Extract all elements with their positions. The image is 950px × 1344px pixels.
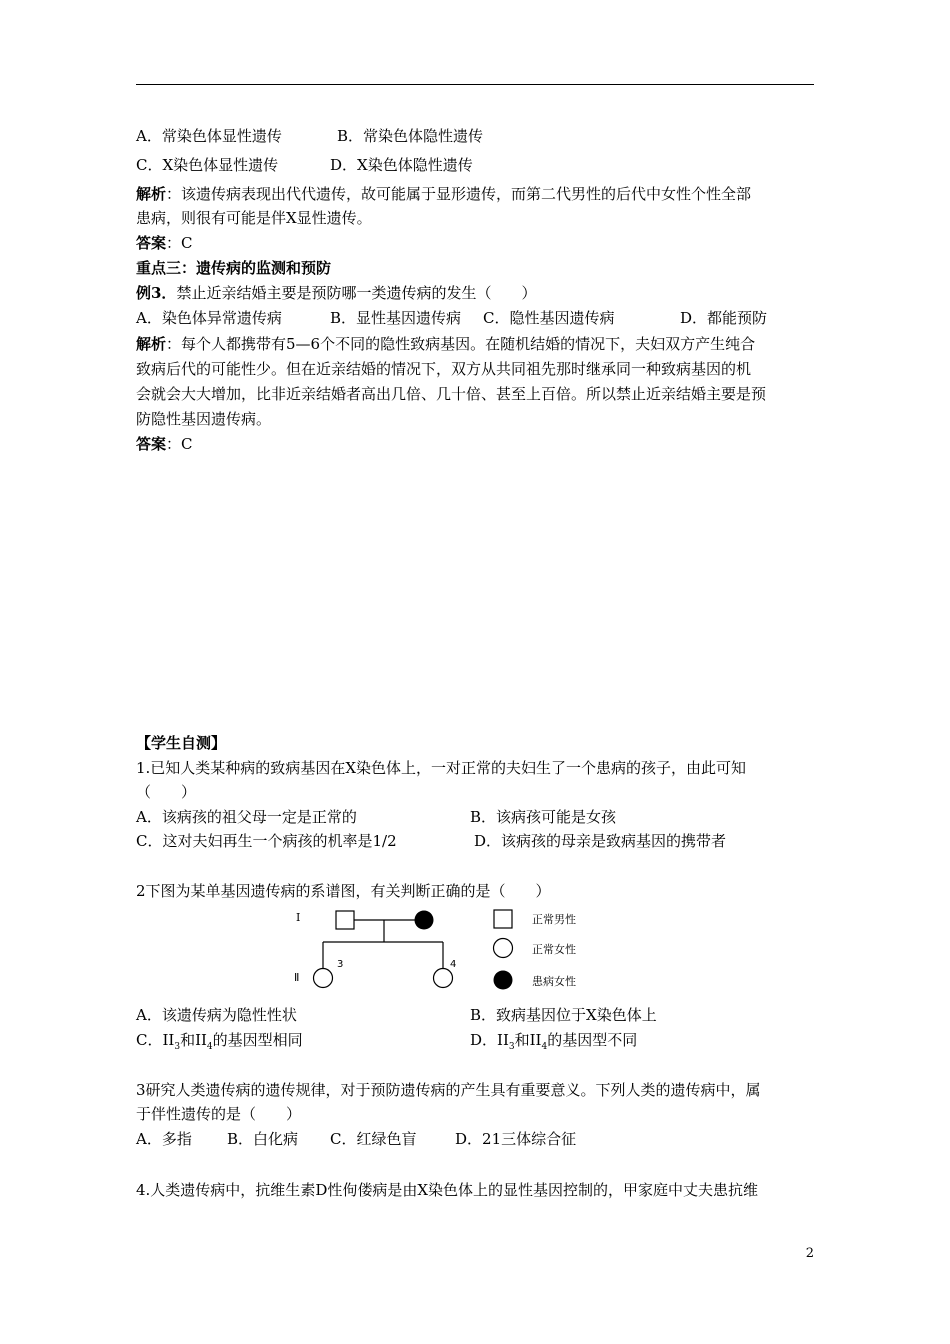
selftest-title: 【学生自测】 xyxy=(136,734,227,752)
ex3-analysis-line-1 xyxy=(136,333,755,355)
q2-option-d-sub: 4 xyxy=(541,1042,548,1052)
q2-option-c-text: C．II xyxy=(136,1031,175,1049)
header-rule xyxy=(136,84,814,85)
q3-stem-line-1: 3研究人类遗传病的遗传规律，对于预防遗传病的产生具有重要意义。下列人类的遗传病中，属 xyxy=(136,1081,761,1099)
gen1-affected-female xyxy=(415,911,434,930)
legend-female-icon xyxy=(494,939,513,958)
q2-option-d-text: 和II xyxy=(514,1031,542,1049)
section-title: 重点三：遗传病的监测和预防 xyxy=(136,259,332,277)
q3-option-d: D．21三体综合征 xyxy=(455,1130,577,1148)
gen2-female-4 xyxy=(434,969,453,988)
legend-male-icon xyxy=(494,910,512,928)
prev-option-b: B．常染色体隐性遗传 xyxy=(337,127,484,145)
example-3 xyxy=(136,282,536,304)
legend-affected-female: 患病女性 xyxy=(532,975,576,988)
q3-option-a: A．多指 xyxy=(136,1130,192,1148)
q2-option-c-text: 的基因型相同 xyxy=(212,1031,303,1049)
gen1-normal-male xyxy=(336,911,354,929)
prev-option-c: C．X染色体显性遗传 xyxy=(136,156,279,174)
q2-option-d-text: D．II xyxy=(470,1031,509,1049)
gen1-label: I xyxy=(296,911,301,924)
q1-option-d: D．该病孩的母亲是致病基因的携带者 xyxy=(474,832,727,850)
q2-option-c-text: 和II xyxy=(180,1031,207,1049)
answer-value: ：C xyxy=(166,234,193,252)
page-number: 2 xyxy=(805,1246,814,1261)
prev-option-a: A．常染色体显性遗传 xyxy=(136,127,282,145)
ex3-option-c: C．隐性基因遗传病 xyxy=(483,309,615,327)
q4-stem-line-1: 4.人类遗传病中，抗维生素D性佝偻病是由X染色体上的显性基因控制的，甲家庭中丈夫患抗维 xyxy=(136,1181,759,1199)
prev-option-d: D．X染色体隐性遗传 xyxy=(330,156,473,174)
ex3-option-b: B．显性基因遗传病 xyxy=(330,309,462,327)
gen2-female-3 xyxy=(314,969,333,988)
q2-option-a: A．该遗传病为隐性性状 xyxy=(136,1006,297,1024)
ex3-option-d: D．都能预防 xyxy=(680,309,768,327)
ex3-option-a: A．染色体异常遗传病 xyxy=(136,309,282,327)
q1-option-a: A．该病孩的祖父母一定是正常的 xyxy=(136,808,357,826)
analysis-label: 解析 xyxy=(136,185,167,203)
analysis-label: 解析 xyxy=(136,335,167,353)
q3-stem-line-2: 于伴性遗传的是（ ） xyxy=(136,1105,302,1123)
prev-answer xyxy=(136,232,193,254)
gen2-label: Ⅱ xyxy=(294,971,300,984)
legend-affected-icon xyxy=(494,971,513,990)
ex3-analysis-line-4: 防隐性基因遗传病。 xyxy=(136,410,272,428)
q2-option-c-sub: 3 xyxy=(174,1042,181,1052)
q2-option-c-sub: 4 xyxy=(206,1042,213,1052)
q3-option-b: B．白化病 xyxy=(227,1130,299,1148)
analysis-text: ：每个人都携带有5—6个不同的隐性致病基因。在随机结婚的情况下，夫妇双方产生纯合 xyxy=(166,335,756,353)
ex3-answer xyxy=(136,433,193,455)
q1-stem-line-2: （ ） xyxy=(136,783,197,801)
q1-option-c: C．这对夫妇再生一个病孩的机率是1/2 xyxy=(136,832,397,850)
individual-4-label: 4 xyxy=(450,959,457,970)
analysis-text: ：该遗传病表现出代代遗传，故可能属于显形遗传，而第二代男性的后代中女性个性全部 xyxy=(166,185,752,203)
q2-option-d xyxy=(470,1029,637,1058)
ex3-analysis-line-3: 会就会大大增加，比非近亲结婚者高出几倍、几十倍、甚至上百倍。所以禁止近亲结婚主要是预 xyxy=(136,385,767,403)
example-text: 禁止近亲结婚主要是预防哪一类遗传病的发生（ ） xyxy=(176,284,537,302)
q2-option-c xyxy=(136,1029,303,1058)
legend-normal-female: 正常女性 xyxy=(532,943,576,956)
legend-normal-male: 正常男性 xyxy=(532,913,576,926)
pedigree-chart xyxy=(280,900,600,1004)
q2-option-b: B．致病基因位于X染色体上 xyxy=(470,1006,657,1024)
q1-option-b: B．该病孩可能是女孩 xyxy=(470,808,617,826)
answer-label: 答案 xyxy=(136,435,167,453)
answer-value: ：C xyxy=(166,435,193,453)
q2-stem: 2下图为某单基因遗传病的系谱图，有关判断正确的是（ ） xyxy=(136,882,551,900)
q2-option-d-sub: 3 xyxy=(508,1042,515,1052)
q1-stem-line-1: 1.已知人类某种病的致病基因在X染色体上，一对正常的夫妇生了一个患病的孩子，由此可知 xyxy=(136,759,746,777)
q2-option-d-text: 的基因型不同 xyxy=(547,1031,638,1049)
ex3-analysis-line-2: 致病后代的可能性少。但在近亲结婚的情况下，双方从共同祖先那时继承同一种致病基因的机 xyxy=(136,360,752,378)
example-label: 例3． xyxy=(136,284,177,302)
prev-analysis-line-2: 患病，则很有可能是伴X显性遗传。 xyxy=(136,209,372,227)
answer-label: 答案 xyxy=(136,234,167,252)
prev-analysis-line-1 xyxy=(136,183,751,205)
individual-3-label: 3 xyxy=(337,959,344,970)
q3-option-c: C．红绿色盲 xyxy=(330,1130,417,1148)
